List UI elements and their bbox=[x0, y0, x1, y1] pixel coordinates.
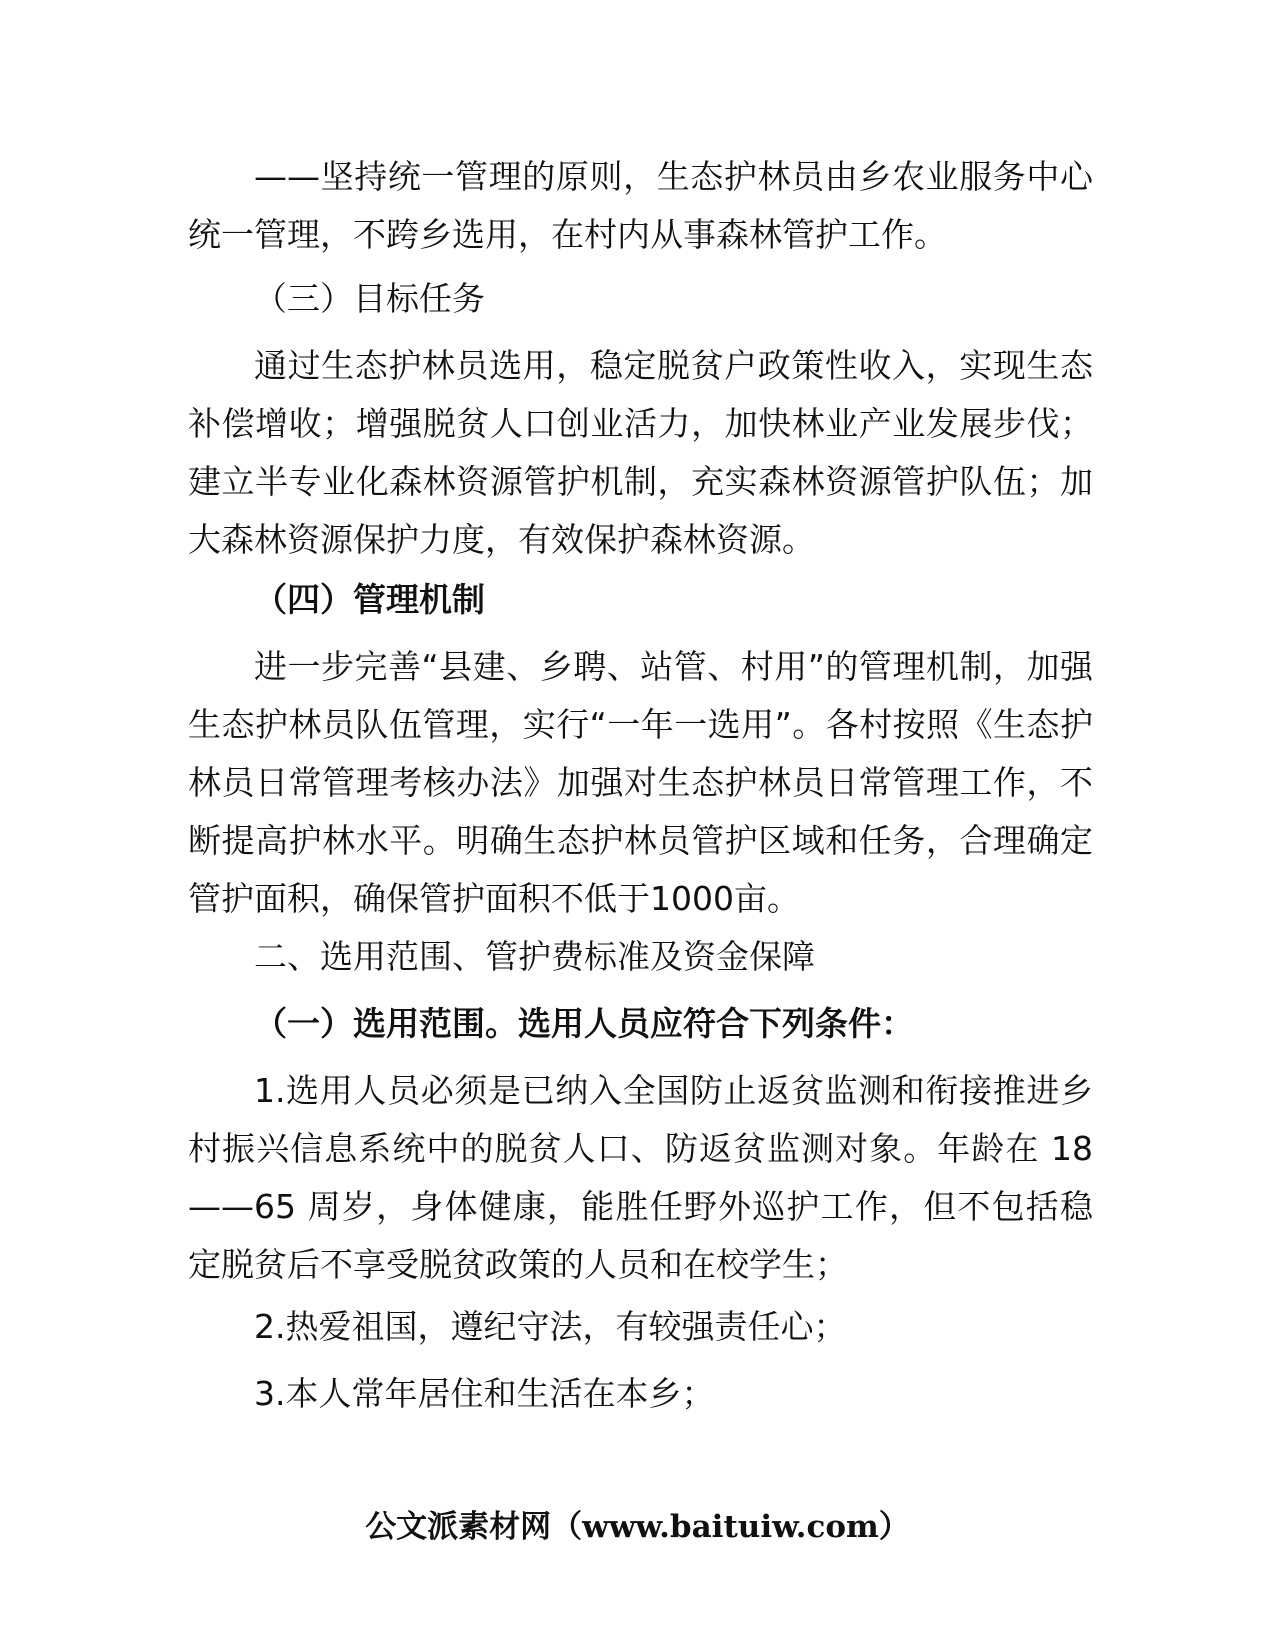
heading-management-mechanism: （四）管理机制 bbox=[254, 580, 485, 619]
paragraph-management-mechanism: 进一步完善“县建、乡聘、站管、村用”的管理机制，加强生态护林员队伍管理，实行“一年一选用”。各村按照《生态护林员日常管理考核办法》加强对生态护林员日常管理工作，不断提高护林水平。明确生态护林员管护区域和任务，合理确定管护面积，确保管护面积不低于1000亩。 bbox=[188, 647, 1093, 918]
paragraph-unified-management: ——坚持统一管理的原则，生态护林员由乡农业服务中心统一管理，不跨乡选用，在村内从事森林管护工作。 bbox=[188, 157, 1093, 254]
heading-goals-tasks: （三）目标任务 bbox=[254, 279, 485, 318]
paragraph-goals-tasks: 通过生态护林员选用，稳定脱贫户政策性收入，实现生态补偿增收；增强脱贫人口创业活力，加快林业产业发展步伐；建立半专业化森林资源管护机制，充实森林资源管护队伍；加大森林资源保护力度，有效保护森林资源。 bbox=[188, 346, 1093, 559]
heading-section-two: 二、选用范围、管护费标准及资金保障 bbox=[254, 937, 815, 976]
list-item-3: 3.本人常年居住和生活在本乡； bbox=[254, 1374, 715, 1413]
list-item-2: 2.热爱祖国，遵纪守法，有较强责任心； bbox=[254, 1307, 847, 1346]
heading-selection-scope: （一）选用范围。选用人员应符合下列条件： bbox=[254, 1004, 914, 1043]
footer-watermark: 公文派素材网（www.baituiw.com） bbox=[365, 1509, 910, 1545]
list-item-1: 1.选用人员必须是已纳入全国防止返贫监测和衔接推进乡村振兴信息系统中的脱贫人口、防返贫监测对象。年龄在 18——65 周岁，身体健康，能胜任野外巡护工作，但不包括稳定脱贫后不享受脱贫政策的人员和在校学生； bbox=[188, 1071, 1093, 1284]
